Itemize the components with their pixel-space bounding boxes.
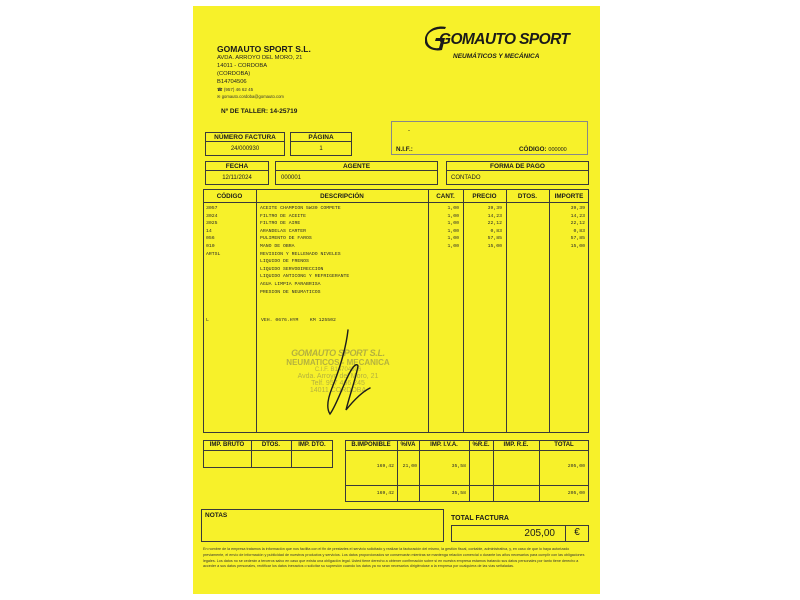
total-sum: 205,00 xyxy=(567,491,585,496)
cell-desc: LIQUIDO ANTICONG Y REFRIGERANTE xyxy=(260,274,350,280)
totals-left-divider xyxy=(203,450,333,451)
re-pct-label: %R.E. xyxy=(472,442,490,448)
payment-label: FORMA DE PAGO xyxy=(490,163,545,170)
company-email: gomauto.cordoba@gomauto.com xyxy=(221,94,284,99)
currency-symbol: € xyxy=(574,527,580,538)
vat-amount-sum: 35,58 xyxy=(451,491,466,496)
vehicle-code: L xyxy=(206,318,209,323)
page-number: 1 xyxy=(319,146,323,152)
email-icon: ✉ xyxy=(217,94,221,99)
invoice-number-label: NÚMERO FACTURA xyxy=(214,134,276,141)
payment-divider xyxy=(446,170,589,171)
totals-right-col-4 xyxy=(493,440,494,502)
cell-code: ARTSL xyxy=(206,251,221,257)
company-name: GOMAUTO SPORT S.L. xyxy=(217,44,311,54)
cell-desc: ARANDELAS CARTER xyxy=(260,228,307,234)
cell-code: 3024 xyxy=(206,213,218,219)
cell-amount: 14,23 xyxy=(570,213,585,219)
legal-notice: En nombre de la empresa tratamos la información que nos facilita con el fin de prestarles el servicio solicitado y realizar la facturación del mismo, la gestión fiscal, contable, administrativa, y, en caso de que lo haya autorizado previamente, el envío de información y publicidad de nuestros productos y servicios. Los datos proporcionados se conservarán mientras se mantenga relación comercial o durante los años necesarios para cumplir con las obligaciones legales. Los datos no se cederán a terceros salvo en caso que exista una obligación legal. Usted tiene derecho a obtener confirmación sobre si en nuestra empresa estamos tratando sus datos personales por tanto tiene derecho a acceder a sus datos personales, rectificar los datos inexactos o solicitar su supresión cuando los datos ya no sean necesarios dirigiéndose a la empresa por cualquiera de las vías señaladas. xyxy=(203,547,585,569)
cell-desc: LIQUIDO SERVODIRECCION xyxy=(260,266,324,272)
totals-right-col-3 xyxy=(469,440,470,502)
stamp-line-3: C.I.F. B14704506 xyxy=(314,367,362,373)
vat-pct-value: 21,00 xyxy=(402,464,417,469)
col-header-amount: IMPORTE xyxy=(554,193,584,200)
date-divider xyxy=(205,170,269,171)
discount-amount-label: IMP. DTO. xyxy=(298,442,326,448)
cell-desc: LIQUIDO DE FRENOS xyxy=(260,259,309,265)
col-header-code: CÓDIGO xyxy=(216,193,243,200)
col-divider-1 xyxy=(256,189,257,433)
taxable-base-sum: 169,42 xyxy=(376,491,394,496)
brand-logo xyxy=(425,26,575,68)
workshop-label: Nº DE TALLER: xyxy=(221,108,269,115)
totals-right-sum-divider xyxy=(345,485,589,486)
cell-price: 22,12 xyxy=(487,221,502,227)
logo-brand: GOMAUTO SPORT xyxy=(439,31,570,48)
vat-pct-label: %IVA xyxy=(400,442,416,448)
col-header-qty: CANT. xyxy=(436,193,455,200)
cell-qty: 1,00 xyxy=(447,206,459,211)
company-city: 14011 - CORDOBA xyxy=(217,63,268,69)
notes-box xyxy=(201,509,444,542)
re-amount-label: IMP. R.E. xyxy=(503,442,529,448)
cell-price: 0,83 xyxy=(490,228,502,234)
total-invoice-label: TOTAL FACTURA xyxy=(451,515,509,522)
client-code-row xyxy=(519,146,567,153)
totals-right-header-divider xyxy=(345,450,589,451)
workshop-value: 14-25719 xyxy=(269,108,298,115)
cell-desc: FILTRO DE AIRE xyxy=(260,221,301,227)
cell-price: 14,23 xyxy=(487,213,502,219)
client-code-value: 000000 xyxy=(548,147,567,153)
cell-desc: PRESION DE NEUMATICOS xyxy=(260,289,321,295)
cell-desc: AGUA LIMPIA PARABRISA xyxy=(260,282,321,287)
company-phone: (957) 46 62 45 xyxy=(223,87,254,92)
page-label: PÁGINA xyxy=(308,134,334,141)
col-header-discount: DTOS. xyxy=(517,193,538,200)
logo-tagline: NEUMÁTICOS Y MECÁNICA xyxy=(453,53,540,60)
cell-qty: 1,00 xyxy=(447,236,459,242)
vat-amount-label: IMP. I.V.A. xyxy=(430,442,458,448)
cell-amount: 22,12 xyxy=(570,221,585,227)
invoice-date: 12/11/2024 xyxy=(222,175,252,181)
total-row-value: 205,00 xyxy=(567,464,585,469)
cell-qty: 1,00 xyxy=(447,213,459,219)
cell-qty: 1,00 xyxy=(447,221,459,227)
signature-mark xyxy=(318,328,378,418)
company-province: (CORDOBA) xyxy=(217,71,251,77)
stamp-line-5: Telf. 957 466 245 xyxy=(311,380,365,387)
cell-amount: 39,39 xyxy=(570,206,585,211)
payment-value: CONTADO xyxy=(451,175,481,181)
cell-code: 010 xyxy=(206,244,215,249)
company-cif: B14704506 xyxy=(217,79,247,85)
nif-row xyxy=(396,146,413,153)
col-header-description: DESCRIPCIÓN xyxy=(320,193,364,200)
gross-label: IMP. BRUTO xyxy=(209,442,245,448)
cell-amount: 15,00 xyxy=(570,244,585,249)
email-row xyxy=(217,94,284,99)
cell-code: 3057 xyxy=(206,206,218,211)
client-code-label: CÓDIGO: xyxy=(519,146,547,153)
cell-code: 14 xyxy=(206,228,212,234)
agent-value: 000001 xyxy=(281,175,302,181)
nif-label: N.I.F.: xyxy=(396,146,413,153)
vat-amount-value: 35,58 xyxy=(451,464,466,469)
page-divider xyxy=(290,141,352,142)
cell-qty: 1,00 xyxy=(447,228,459,234)
cell-qty: 1,00 xyxy=(447,244,459,249)
cell-code: 056 xyxy=(206,236,215,242)
col-divider-4 xyxy=(506,189,507,433)
phone-row xyxy=(217,87,253,93)
stamp-line-6: 14011 CORDOBA xyxy=(309,387,367,394)
cell-amount: 0,83 xyxy=(573,228,585,234)
cell-desc: PULIMENTO DE FAROS xyxy=(260,236,312,242)
stamp-line-4: Avda. Arroyo del Moro, 21 xyxy=(297,373,379,380)
agent-divider xyxy=(275,170,438,171)
company-address: AVDA. ARROYO DEL MORO, 21 xyxy=(217,55,303,61)
stamp-line-1: GOMAUTO SPORT S.L. xyxy=(291,348,385,358)
cell-price: 39,39 xyxy=(487,206,502,211)
totals-right-col-1 xyxy=(397,440,398,502)
discount-label: DTOS. xyxy=(261,442,281,448)
lines-header-divider xyxy=(203,202,589,203)
cell-amount: 57,85 xyxy=(570,236,585,242)
taxable-base-value: 169,42 xyxy=(376,464,394,469)
phone-icon: ☎ xyxy=(217,87,223,92)
taxable-base-label: B.IMPONIBLE xyxy=(351,442,391,448)
cell-desc: REVISION Y RELLENADO NIVELES xyxy=(260,251,341,257)
agent-label: AGENTE xyxy=(342,163,371,170)
invoice-number: 24/000930 xyxy=(230,146,260,152)
cell-desc: MANO DE OBRA xyxy=(260,244,295,249)
cell-price: 57,85 xyxy=(487,236,502,242)
cell-code: 3025 xyxy=(206,221,218,227)
client-dash: - xyxy=(408,128,410,134)
workshop-number xyxy=(221,108,297,115)
cell-desc: FILTRO DE ACEITE xyxy=(260,213,307,219)
col-header-price: PRECIO xyxy=(472,193,497,200)
cell-price: 15,00 xyxy=(487,244,502,249)
stamp-line-2: NEUMATICOS - MECANICA xyxy=(286,358,390,367)
vehicle-line: VEH. 0676.HYM KM 125502 xyxy=(261,318,336,323)
notes-label: NOTAS xyxy=(205,512,228,519)
total-invoice-value: 205,00 xyxy=(524,528,555,539)
date-label: FECHA xyxy=(225,163,249,170)
total-col-label: TOTAL xyxy=(554,442,574,448)
cell-desc: ACEITE CHAMPION 5W30 COMPETE xyxy=(260,206,341,211)
invoice-number-divider xyxy=(205,141,285,142)
invoice-sheet xyxy=(193,6,600,594)
